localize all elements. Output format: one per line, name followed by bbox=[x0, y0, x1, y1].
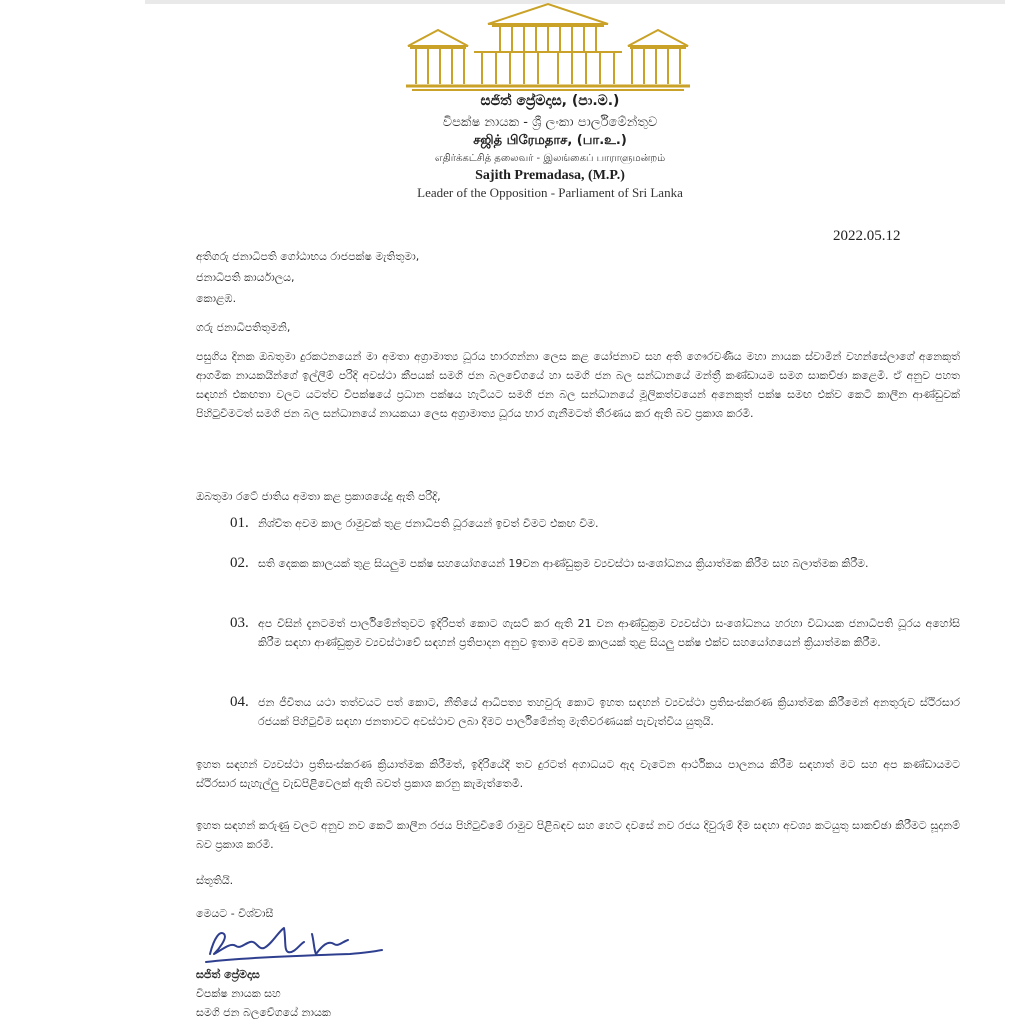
english-name: Sajith Premadasa, (M.P.) bbox=[475, 167, 625, 183]
item-text: ජන ජීවිතය යථා තත්වයට පත් කොට, නීතියේ ආධිපත්‍ය තහවුරු කොට ඉහත සඳහන් ව්‍යවස්ථා ප්‍රතිසංස්කරණ ක්‍රියාත්මක කිරීමෙන් අනතුරුව ස්ථිරසාර රජයක් පිහිටුවීම සඳහා ජනතාවට අවස්ථාව ලබා දීමට පාර්ලිමේන්තු මැතිවරණයක් පැවැත්විය යුතුයි. bbox=[258, 696, 960, 728]
signatory-name: සජිත් ප්‍රේමදාස bbox=[196, 968, 260, 981]
sinhala-role: විපක්ෂ නායක - ශ්‍රී ලංකා පාර්ලිමේන්තුව bbox=[442, 114, 658, 130]
address-line: කොළඹ. bbox=[196, 292, 237, 305]
item-text: නිශ්චිත අවම කාල රාමුවක් තුළ ජනාධිපති ධූරයෙන් ඉවත් වීමට එකඟ වීම. bbox=[258, 517, 599, 530]
item-number: 02. bbox=[230, 555, 249, 571]
after-paragraph: ඉහත සඳහන් ව්‍යවස්ථා ප්‍රතිසංස්කරණ ක්‍රියාත්මක කිරීමත්, ඉදිරියේදී තව දුරටත් අගාධයට ඇද වැටෙන ආර්ථිකය පාලනය කිරීම සඳහාත් මට සහ අප කණ්ඩායමට ස්ථිරසාර සැහැල්ලු වැඩපිළිවෙලක් ඇති බවත් ප්‍රකාශ කරනු කැමැත්තෙමි. bbox=[196, 758, 960, 790]
parliament-building-icon bbox=[404, 2, 692, 92]
salutation: ගරු ජනාධිපතිතුමනි, bbox=[196, 321, 291, 334]
tamil-role: எதிர்க்கட்சித் தலைவர் - இலங்கைப் பாராளுமன்றம் bbox=[434, 152, 666, 164]
lead-paragraph: ඔබතුමා රටේ ජාතිය අමතා කළ ප්‍රකාශයේදු ඇති පරිදි, bbox=[196, 490, 441, 503]
closing-thanks: ස්තූතියි. bbox=[196, 874, 234, 887]
item-number: 01. bbox=[230, 515, 249, 531]
signature-block bbox=[196, 965, 331, 1022]
signatory-title: විපක්ෂ නායක සහ bbox=[196, 987, 281, 1000]
english-role: Leader of the Opposition - Parliament of Sri Lanka bbox=[417, 184, 683, 200]
item-text: සති දෙකක කාලයක් තුළ සියලුම පක්ෂ සහයෝගයෙන් 19වන ආණ්ඩුක්‍රම ව්‍යවස්ථා සංශෝධනය ක්‍රියාත්මක කිරීම සහ බලාත්මක කිරීම. bbox=[258, 557, 869, 570]
signature-icon bbox=[200, 920, 390, 968]
list-item bbox=[230, 514, 960, 534]
list-item bbox=[230, 554, 960, 594]
recipient-address bbox=[196, 246, 419, 309]
letter-date: 2022.05.12 bbox=[833, 228, 901, 244]
letterhead bbox=[380, 94, 720, 200]
sinhala-name: සජිත් ප්‍රේමදාස, (පා.ම.) bbox=[480, 93, 620, 109]
list-item bbox=[230, 693, 960, 753]
signatory-title: සමගි ජන බලවේගයේ නායක bbox=[196, 1006, 331, 1019]
address-line: ජනාධිපති කාර්යාලය, bbox=[196, 271, 295, 284]
item-number: 04. bbox=[230, 694, 249, 710]
list-item bbox=[230, 614, 960, 674]
intro-paragraph: පසුගිය දිනක ඔබතුමා දුරකථනයෙන් මා අමතා අග්‍රාමාත්‍ය ධූරය භාරගන්නා ලෙස කළ යෝජනාව සහ අති ගෞරවණීය මහා නායක ස්වාමීන් වහන්සේලාගේ අනෙකුත් ආගමික නායකයින්ගේ ඉල්ලීම් පරිදි අවස්ථා කීපයක් සමගි ජන බලවේගයේ හා සමගි ජන බල සන්ධානයේ මන්ත්‍රී කණ්ඩායම සමග සාකච්ඡා කළෙමි. ඒ අනුව පහත සඳහන් එකඟතා වලට යටත්ව විපක්ෂයේ ප්‍රධාන පක්ෂය හැටියට සමගි ජන බල සන්ධානයේ මූලිකත්වයෙන් අනෙකුත් පක්ෂ සමඟ එක්ව කෙටි කාලීන ආණ්ඩුවක් පිහිටුවීමටත් සමගි ජන බල සන්ධානයේ නායකයා ලෙස අග්‍රාමාත්‍ය ධූරය භාර ගැනීමටත් තීරණය කර ඇති බව ප්‍රකාශ කරමි. bbox=[196, 350, 960, 420]
address-line: අතිගරු ජනාධිපති ගෝඨාභය රාජපක්ෂ මැතිතුමා, bbox=[196, 250, 420, 263]
item-text: අප විසින් දැනටමත් පාර්ලිමේන්තුවට ඉදිරිපත් කොට ගැසට් කර ඇති 21 වන ආණ්ඩුක්‍රම ව්‍යවස්ථා සංශෝධනය හරහා විධායක ජනාධිපති ධූරය අහෝසි කිරීම සඳහා ආණ්ඩුක්‍රම ව්‍යවස්ථාවේ සඳහන් ප්‍රතිපාදන අනුව ඉතාම අවම කාලයක් තුළ සියලු පක්ෂ එක්ව සහයෝගයෙන් ක්‍රියාත්මක කිරීම. bbox=[258, 617, 960, 649]
item-number: 03. bbox=[230, 615, 249, 631]
final-paragraph: ඉහත සඳහන් කරුණු වලට අනුව නව කෙටි කාලීන රජය පිහිටුවීමේ රාමුව පිළිබඳව සහ හෙට දවසේ නව රජය දිවුරුම් දීම සඳහා අවශ්‍ය කටයුතු සාකච්ඡා කිරීමට සූදානම් බව ප්‍රකාශ කරමි. bbox=[196, 819, 960, 851]
tamil-name: சஜித் பிரேமதாச, (பா.உ.) bbox=[473, 133, 627, 149]
signoff: මෙයට - විශ්වාසී bbox=[196, 907, 274, 920]
